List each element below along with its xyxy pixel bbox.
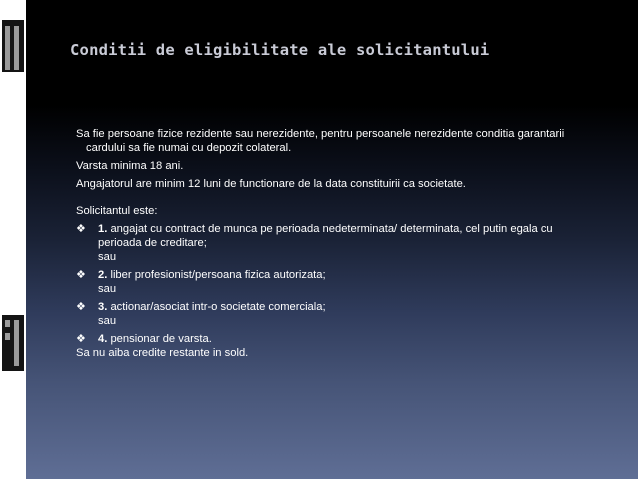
slide-body [76,127,596,360]
paragraph-min-age: Varsta minima 18 ani. [76,160,184,172]
list-item [76,222,596,250]
decor-block-bottom [2,315,24,371]
bullet-text: liber profesionist/persoana fizica autorizata; [110,269,326,281]
decor-bar [14,26,19,70]
decor-block-top [2,20,24,72]
diamond-bullet-icon: ❖ [76,300,86,313]
bullet-number: 2. [98,269,108,281]
bullet-text: pensionar de varsta. [110,333,212,345]
bullet-number: 4. [98,333,108,345]
list-item [76,268,596,282]
bullet-number: 3. [98,301,108,313]
decor-bar [5,333,10,340]
bullet-text: actionar/asociat intr-o societate comerciala; [110,301,326,313]
bullet-text: angajat cu contract de munca pe perioada nedeterminata/ determinata, cel putin egala cu perioada de creditare; [98,223,553,249]
list-item [76,300,596,314]
paragraph-employer: Angajatorul are minim 12 luni de functionare de la data constituirii ca societate. [76,178,466,190]
decor-bar [5,26,10,70]
diamond-bullet-icon: ❖ [76,222,86,235]
bullet-sub: sau [98,251,117,263]
diamond-bullet-icon: ❖ [76,332,86,345]
paragraph-residency: Sa fie persoane fizice rezidente sau nerezidente, pentru persoanele nerezidente conditia garantarii cardului sa fie numai cu depozit colateral. [76,128,565,154]
list-item [76,332,596,346]
paragraph-closing: Sa nu aiba credite restante in sold. [76,347,249,359]
paragraph-applicant-intro: Solicitantul este: [76,205,158,217]
slide-title: Conditii de eligibilitate ale solicitantului [70,41,490,59]
bullet-number: 1. [98,223,108,235]
bullet-sub: sau [98,315,117,327]
diamond-bullet-icon: ❖ [76,268,86,281]
decor-bar [14,320,19,366]
bullet-sub: sau [98,283,117,295]
decor-bar [5,320,10,327]
left-margin [0,0,26,479]
